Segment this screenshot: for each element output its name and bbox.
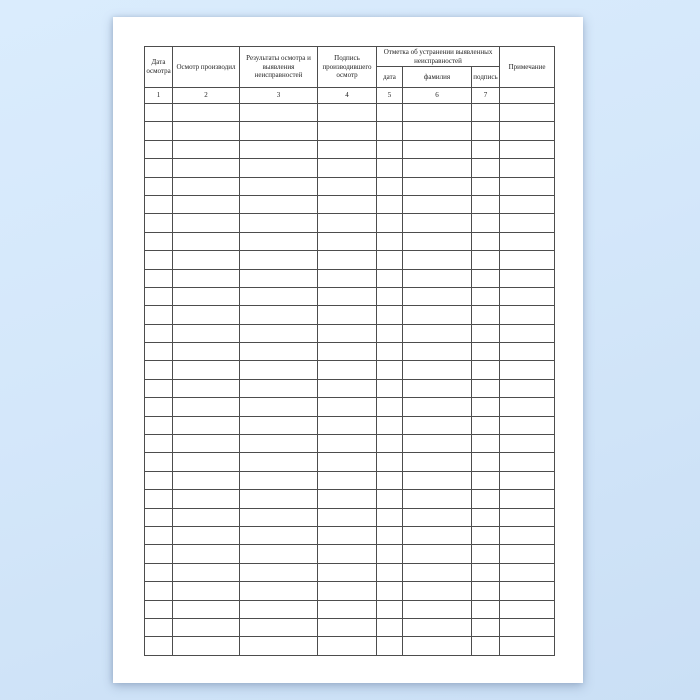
- table-cell: [500, 361, 555, 379]
- table-cell: [377, 324, 403, 342]
- table-cell: [403, 600, 472, 618]
- table-cell: [403, 398, 472, 416]
- table-row: [145, 287, 555, 305]
- table-cell: [318, 490, 377, 508]
- table-row: [145, 508, 555, 526]
- table-cell: [403, 453, 472, 471]
- table-cell: [472, 471, 500, 489]
- table-cell: [240, 490, 318, 508]
- table-cell: [145, 435, 173, 453]
- table-row: [145, 600, 555, 618]
- table-cell: [145, 398, 173, 416]
- table-cell: [318, 416, 377, 434]
- table-cell: [173, 251, 240, 269]
- table-cell: [377, 306, 403, 324]
- table-cell: [145, 324, 173, 342]
- column-number: 3: [240, 88, 318, 104]
- table-cell: [173, 177, 240, 195]
- table-row: [145, 343, 555, 361]
- col-subheader-date: дата: [377, 67, 403, 88]
- table-cell: [173, 453, 240, 471]
- table-cell: [240, 582, 318, 600]
- col-subheader-signature: подпись: [472, 67, 500, 88]
- table-cell: [377, 343, 403, 361]
- table-row: [145, 122, 555, 140]
- table-row: [145, 471, 555, 489]
- table-cell: [472, 600, 500, 618]
- table-cell: [377, 618, 403, 636]
- table-cell: [318, 379, 377, 397]
- table-cell: [377, 195, 403, 213]
- table-cell: [240, 287, 318, 305]
- table-cell: [173, 508, 240, 526]
- table-cell: [377, 435, 403, 453]
- table-cell: [318, 140, 377, 158]
- table-cell: [377, 214, 403, 232]
- table-cell: [377, 545, 403, 563]
- table-cell: [403, 563, 472, 581]
- table-cell: [318, 600, 377, 618]
- table-cell: [500, 618, 555, 636]
- table-row: [145, 582, 555, 600]
- table-cell: [145, 306, 173, 324]
- table-cell: [240, 177, 318, 195]
- col-subheader-surname: фамилия: [403, 67, 472, 88]
- table-cell: [377, 159, 403, 177]
- table-cell: [173, 324, 240, 342]
- table-cell: [472, 232, 500, 250]
- table-cell: [500, 453, 555, 471]
- column-number: 1: [145, 88, 173, 104]
- table-cell: [472, 361, 500, 379]
- table-cell: [500, 159, 555, 177]
- table-cell: [173, 582, 240, 600]
- table-cell: [377, 287, 403, 305]
- table-cell: [240, 379, 318, 397]
- table-cell: [377, 361, 403, 379]
- table-cell: [318, 324, 377, 342]
- table-cell: [173, 343, 240, 361]
- table-cell: [318, 526, 377, 544]
- table-cell: [240, 306, 318, 324]
- table-cell: [377, 582, 403, 600]
- table-cell: [377, 471, 403, 489]
- table-cell: [472, 104, 500, 122]
- table-cell: [500, 379, 555, 397]
- table-cell: [240, 618, 318, 636]
- table-cell: [240, 637, 318, 655]
- table-row: [145, 214, 555, 232]
- table-cell: [403, 159, 472, 177]
- table-cell: [500, 104, 555, 122]
- table-cell: [240, 140, 318, 158]
- table-cell: [240, 563, 318, 581]
- table-cell: [145, 122, 173, 140]
- table-cell: [500, 214, 555, 232]
- table-cell: [377, 140, 403, 158]
- table-cell: [318, 398, 377, 416]
- table-cell: [145, 177, 173, 195]
- table-cell: [145, 232, 173, 250]
- table-cell: [240, 600, 318, 618]
- table-cell: [145, 214, 173, 232]
- table-cell: [500, 398, 555, 416]
- table-cell: [472, 563, 500, 581]
- table-cell: [318, 195, 377, 213]
- column-number: 6: [403, 88, 472, 104]
- col-header-inspection-date: Дата осмотра: [145, 47, 173, 88]
- table-cell: [145, 159, 173, 177]
- table-cell: [173, 214, 240, 232]
- table-row: [145, 398, 555, 416]
- table-cell: [472, 122, 500, 140]
- table-cell: [173, 600, 240, 618]
- table-body: [145, 104, 555, 656]
- table-cell: [145, 600, 173, 618]
- table-cell: [403, 435, 472, 453]
- table-cell: [403, 195, 472, 213]
- table-cell: [318, 471, 377, 489]
- col-header-results: Результаты осмотра и выявления неисправностей: [240, 47, 318, 88]
- col-header-remediation-group: Отметка об устранении выявленных неисправностей: [377, 47, 500, 67]
- table-row: [145, 416, 555, 434]
- table-cell: [403, 122, 472, 140]
- table-cell: [318, 287, 377, 305]
- table-row: [145, 104, 555, 122]
- table-cell: [377, 526, 403, 544]
- table-cell: [318, 618, 377, 636]
- table-cell: [145, 490, 173, 508]
- table-cell: [318, 251, 377, 269]
- table-cell: [377, 232, 403, 250]
- table-row: [145, 361, 555, 379]
- table-cell: [145, 453, 173, 471]
- table-cell: [145, 416, 173, 434]
- table-cell: [500, 471, 555, 489]
- table-cell: [240, 324, 318, 342]
- table-cell: [472, 324, 500, 342]
- table-cell: [403, 269, 472, 287]
- table-cell: [145, 471, 173, 489]
- column-number: 4: [318, 88, 377, 104]
- table-cell: [173, 545, 240, 563]
- table-cell: [318, 343, 377, 361]
- table-cell: [403, 104, 472, 122]
- table-cell: [500, 600, 555, 618]
- table-cell: [403, 416, 472, 434]
- table-cell: [500, 232, 555, 250]
- table-cell: [472, 545, 500, 563]
- table-cell: [173, 122, 240, 140]
- table-row: [145, 563, 555, 581]
- column-number: 7: [472, 88, 500, 104]
- table-cell: [173, 563, 240, 581]
- table-row: [145, 435, 555, 453]
- table-cell: [173, 435, 240, 453]
- table-cell: [240, 159, 318, 177]
- column-number: [500, 88, 555, 104]
- table-cell: [240, 251, 318, 269]
- table-cell: [472, 214, 500, 232]
- table-cell: [377, 379, 403, 397]
- table-cell: [173, 140, 240, 158]
- table-cell: [173, 159, 240, 177]
- table-cell: [173, 398, 240, 416]
- table-cell: [377, 453, 403, 471]
- table-cell: [173, 306, 240, 324]
- table-cell: [500, 287, 555, 305]
- column-number: 2: [173, 88, 240, 104]
- table-cell: [240, 269, 318, 287]
- table-cell: [377, 490, 403, 508]
- table-cell: [173, 526, 240, 544]
- table-cell: [145, 343, 173, 361]
- table-cell: [403, 379, 472, 397]
- table-cell: [500, 526, 555, 544]
- inspection-journal-table: [144, 46, 555, 656]
- table-cell: [500, 435, 555, 453]
- table-cell: [472, 195, 500, 213]
- table-cell: [173, 269, 240, 287]
- table-cell: [318, 306, 377, 324]
- table-cell: [173, 618, 240, 636]
- table-cell: [377, 600, 403, 618]
- table-cell: [377, 122, 403, 140]
- table-cell: [500, 195, 555, 213]
- table-row: [145, 379, 555, 397]
- table-cell: [472, 618, 500, 636]
- table-cell: [145, 545, 173, 563]
- table-cell: [403, 490, 472, 508]
- table-row: [145, 195, 555, 213]
- table-cell: [173, 104, 240, 122]
- table-row: [145, 618, 555, 636]
- table-cell: [377, 251, 403, 269]
- table-cell: [377, 416, 403, 434]
- table-cell: [240, 122, 318, 140]
- table-row: [145, 637, 555, 655]
- table-cell: [403, 287, 472, 305]
- table-cell: [403, 343, 472, 361]
- table-cell: [500, 140, 555, 158]
- table-cell: [500, 122, 555, 140]
- table-cell: [500, 269, 555, 287]
- table-cell: [240, 508, 318, 526]
- table-row: [145, 251, 555, 269]
- table-cell: [145, 287, 173, 305]
- table-cell: [377, 177, 403, 195]
- table-cell: [500, 508, 555, 526]
- table-cell: [318, 361, 377, 379]
- table-cell: [500, 306, 555, 324]
- table-cell: [472, 508, 500, 526]
- table-row: [145, 545, 555, 563]
- table-cell: [472, 435, 500, 453]
- table-cell: [145, 269, 173, 287]
- table-cell: [377, 508, 403, 526]
- table-cell: [318, 637, 377, 655]
- table-cell: [472, 453, 500, 471]
- table-cell: [145, 526, 173, 544]
- table-cell: [145, 563, 173, 581]
- table-cell: [500, 490, 555, 508]
- table-cell: [472, 526, 500, 544]
- table-cell: [403, 251, 472, 269]
- table-row: [145, 232, 555, 250]
- table-cell: [403, 618, 472, 636]
- table-row: [145, 177, 555, 195]
- table-cell: [318, 159, 377, 177]
- table-cell: [403, 545, 472, 563]
- table-cell: [145, 195, 173, 213]
- table-cell: [377, 104, 403, 122]
- table-cell: [145, 508, 173, 526]
- table-cell: [500, 563, 555, 581]
- document-page: [113, 17, 583, 683]
- table-cell: [318, 232, 377, 250]
- table-cell: [318, 214, 377, 232]
- table-cell: [240, 343, 318, 361]
- table-cell: [173, 637, 240, 655]
- table-cell: [318, 545, 377, 563]
- table-cell: [173, 471, 240, 489]
- table-cell: [318, 177, 377, 195]
- table-cell: [318, 104, 377, 122]
- table-cell: [472, 490, 500, 508]
- table-cell: [472, 251, 500, 269]
- table-row: [145, 453, 555, 471]
- table-cell: [318, 508, 377, 526]
- table-cell: [500, 343, 555, 361]
- table-cell: [500, 582, 555, 600]
- table-cell: [403, 508, 472, 526]
- col-header-note: Примечание: [500, 47, 555, 88]
- table-cell: [472, 637, 500, 655]
- table-header: [145, 47, 555, 104]
- table-cell: [318, 582, 377, 600]
- table-cell: [145, 104, 173, 122]
- table-cell: [377, 563, 403, 581]
- table-cell: [403, 232, 472, 250]
- table-cell: [240, 195, 318, 213]
- table-cell: [145, 251, 173, 269]
- column-number: 5: [377, 88, 403, 104]
- table-cell: [318, 435, 377, 453]
- table-row: [145, 490, 555, 508]
- table-cell: [472, 379, 500, 397]
- table-cell: [500, 545, 555, 563]
- col-header-signature: Подпись производившего осмотр: [318, 47, 377, 88]
- table-cell: [145, 379, 173, 397]
- table-cell: [173, 361, 240, 379]
- table-cell: [173, 287, 240, 305]
- table-cell: [240, 416, 318, 434]
- table-cell: [500, 177, 555, 195]
- column-number-row: [145, 88, 555, 104]
- table-row: [145, 269, 555, 287]
- table-cell: [472, 398, 500, 416]
- table-cell: [173, 232, 240, 250]
- table-cell: [145, 637, 173, 655]
- table-row: [145, 526, 555, 544]
- table-cell: [403, 306, 472, 324]
- table-cell: [472, 306, 500, 324]
- table-cell: [318, 453, 377, 471]
- table-cell: [240, 545, 318, 563]
- table-cell: [145, 140, 173, 158]
- table-cell: [173, 379, 240, 397]
- table-cell: [403, 471, 472, 489]
- table-row: [145, 324, 555, 342]
- table-cell: [240, 453, 318, 471]
- table-cell: [472, 343, 500, 361]
- table-cell: [500, 324, 555, 342]
- table-cell: [500, 416, 555, 434]
- table-cell: [240, 361, 318, 379]
- table-row: [145, 306, 555, 324]
- table-row: [145, 159, 555, 177]
- table-cell: [472, 582, 500, 600]
- table-cell: [145, 618, 173, 636]
- table-cell: [240, 214, 318, 232]
- table-cell: [173, 416, 240, 434]
- table-cell: [240, 435, 318, 453]
- table-cell: [403, 140, 472, 158]
- table-cell: [377, 269, 403, 287]
- table-cell: [240, 232, 318, 250]
- table-cell: [500, 251, 555, 269]
- table-row: [145, 140, 555, 158]
- table-cell: [145, 361, 173, 379]
- table-cell: [318, 269, 377, 287]
- table-cell: [318, 563, 377, 581]
- table-cell: [403, 214, 472, 232]
- table-cell: [403, 526, 472, 544]
- table-cell: [500, 637, 555, 655]
- table-cell: [377, 637, 403, 655]
- table-cell: [403, 582, 472, 600]
- table-cell: [145, 582, 173, 600]
- table-cell: [173, 490, 240, 508]
- table-cell: [403, 177, 472, 195]
- table-cell: [403, 324, 472, 342]
- col-header-inspector: Осмотр производил: [173, 47, 240, 88]
- table-cell: [240, 526, 318, 544]
- table-cell: [318, 122, 377, 140]
- table-cell: [240, 471, 318, 489]
- table-cell: [403, 637, 472, 655]
- table-cell: [240, 398, 318, 416]
- table-cell: [472, 140, 500, 158]
- table-cell: [472, 159, 500, 177]
- table-cell: [173, 195, 240, 213]
- table-cell: [377, 398, 403, 416]
- table-cell: [403, 361, 472, 379]
- table-cell: [472, 177, 500, 195]
- table-cell: [472, 287, 500, 305]
- table-cell: [472, 416, 500, 434]
- table-cell: [240, 104, 318, 122]
- table-cell: [472, 269, 500, 287]
